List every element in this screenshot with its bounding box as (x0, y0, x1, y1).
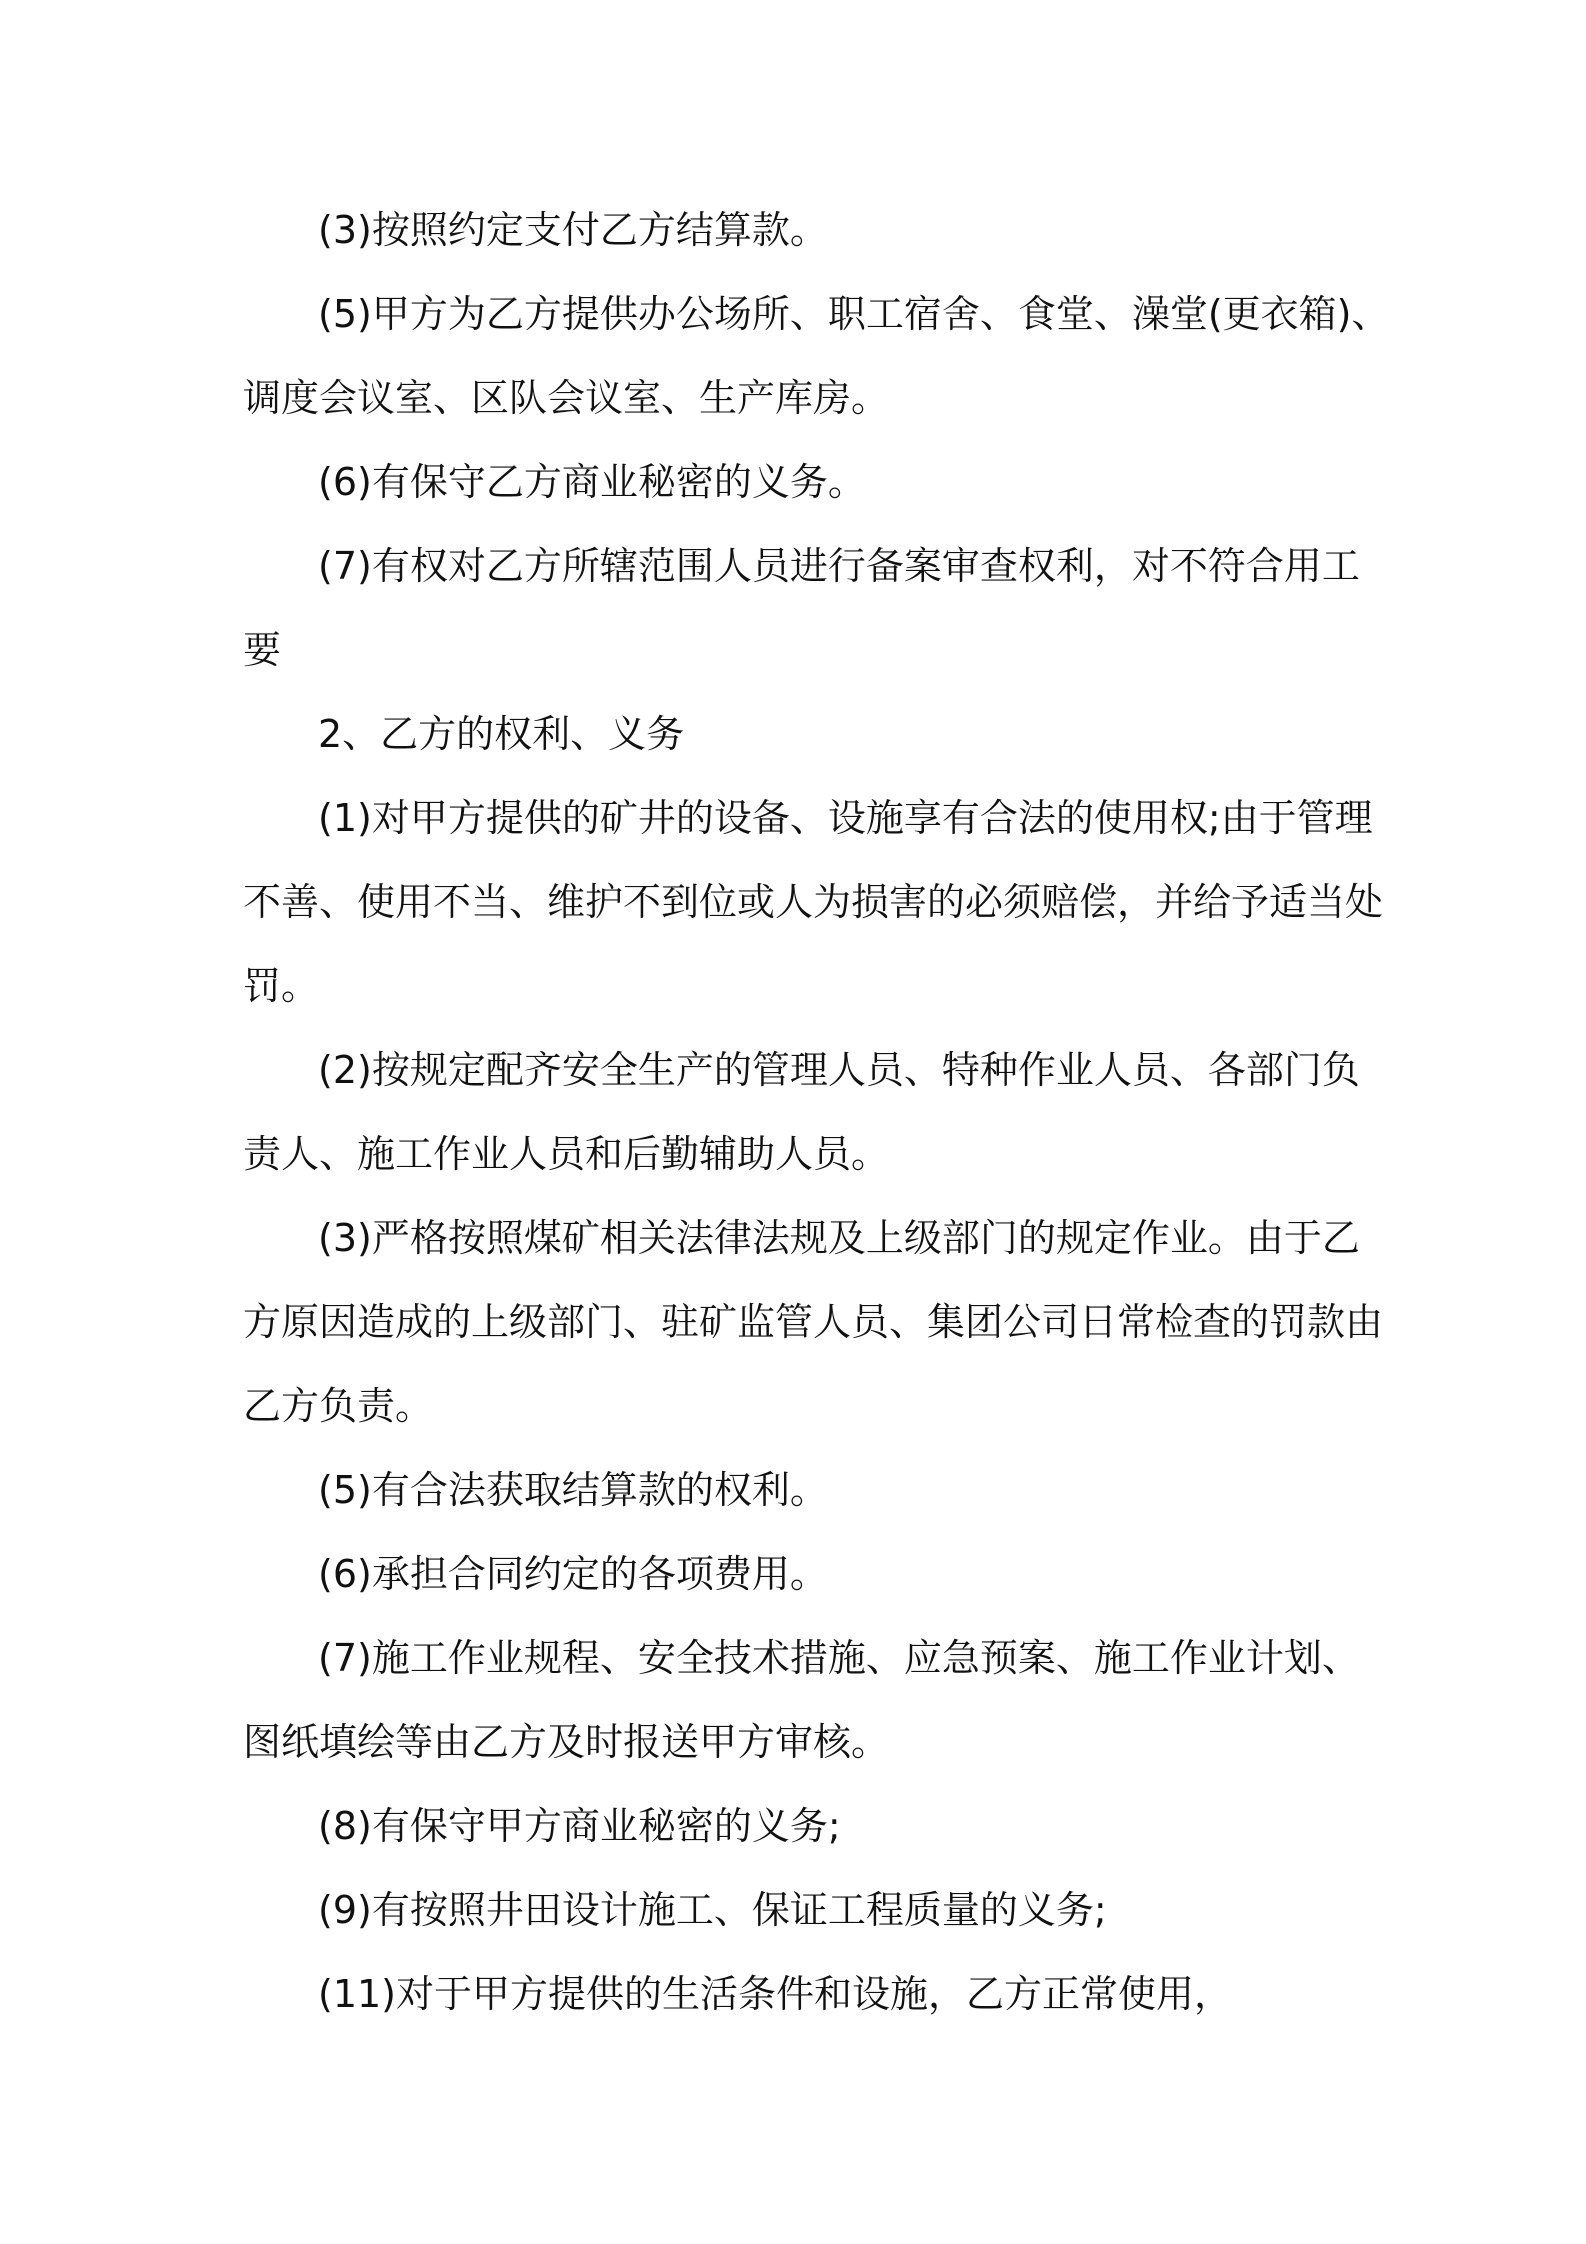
paragraph-line: 调度会议室、区队会议室、生产库房。 (243, 376, 890, 420)
paragraph-line: 要 (243, 628, 282, 672)
paragraph-line: (7)有权对乙方所辖范围人员进行备案审查权利，对不符合用工 (318, 544, 1360, 588)
paragraph-line: (6)有保守乙方商业秘密的义务。 (318, 460, 866, 504)
paragraph-line: 罚。 (243, 964, 320, 1008)
paragraph-line: (7)施工作业规程、安全技术措施、应急预案、施工作业计划、 (318, 1636, 1360, 1680)
paragraph-line: (5)甲方为乙方提供办公场所、职工宿舍、食堂、澡堂(更衣箱)、 (318, 292, 1390, 336)
paragraph-line: (5)有合法获取结算款的权利。 (318, 1468, 828, 1512)
paragraph-line: (11)对于甲方提供的生活条件和设施，乙方正常使用， (318, 1972, 1233, 2016)
paragraph-line: (1)对甲方提供的矿井的设备、设施享有合法的使用权;由于管理 (318, 796, 1373, 840)
paragraph-line: (2)按规定配齐安全生产的管理人员、特种作业人员、各部门负 (318, 1048, 1360, 1092)
paragraph-line: (9)有按照井田设计施工、保证工程质量的义务; (318, 1888, 1107, 1932)
paragraph-line: 乙方负责。 (243, 1384, 434, 1428)
paragraph-line: (3)严格按照煤矿相关法律法规及上级部门的规定作业。由于乙 (318, 1216, 1360, 1260)
paragraph-line: (3)按照约定支付乙方结算款。 (318, 208, 828, 252)
paragraph-line: 方原因造成的上级部门、驻矿监管人员、集团公司日常检查的罚款由 (243, 1300, 1384, 1344)
paragraph-line: (8)有保守甲方商业秘密的义务; (318, 1804, 841, 1848)
paragraph-line: 不善、使用不当、维护不到位或人为损害的必须赔偿，并给予适当处 (243, 880, 1384, 924)
paragraph-line: 图纸填绘等由乙方及时报送甲方审核。 (243, 1720, 890, 1764)
paragraph-line: (6)承担合同约定的各项费用。 (318, 1552, 828, 1596)
paragraph-line: 责人、施工作业人员和后勤辅助人员。 (243, 1132, 890, 1176)
section-heading: 2、乙方的权利、义务 (318, 712, 685, 756)
